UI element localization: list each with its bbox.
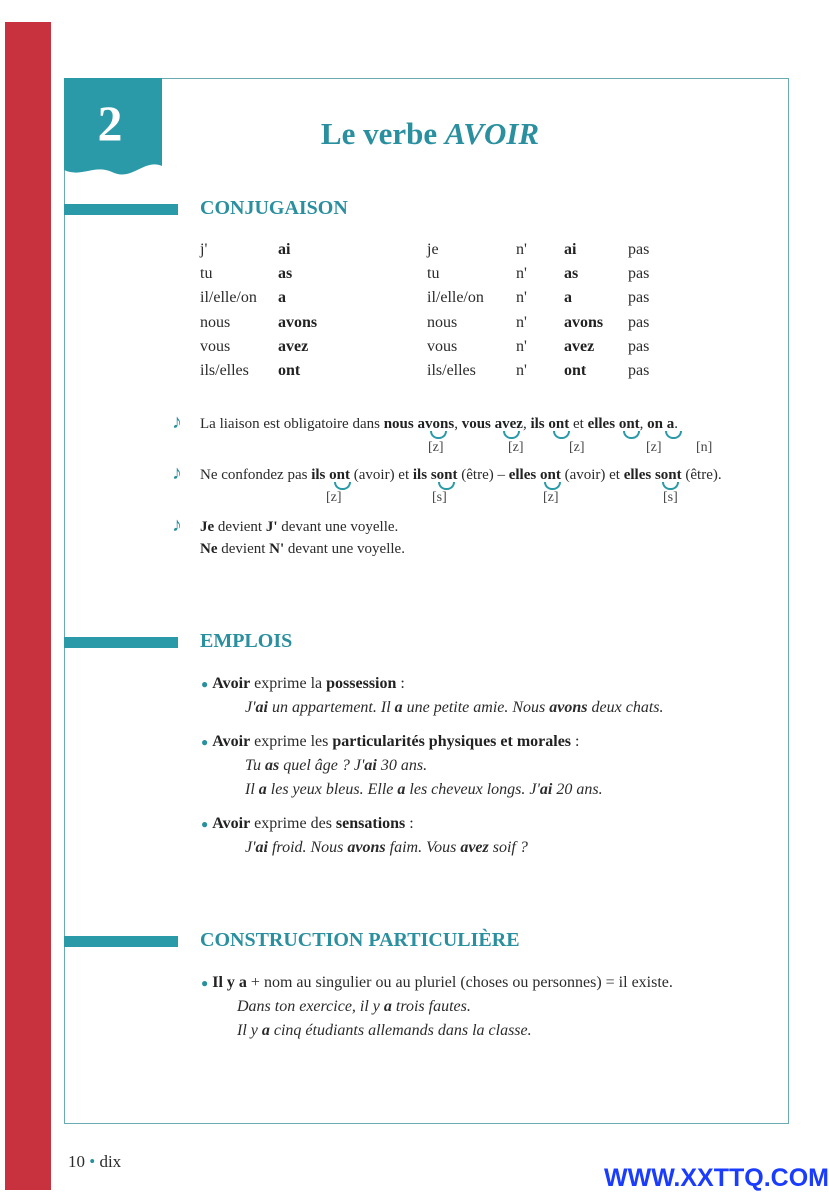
note-liaison: La liaison est obligatoire dans nous avons, vous avez, ils ont et elles ont, on a. [200,416,678,432]
ipa-confusion-4: [s] [663,490,678,505]
section-heading-emplois: EMPLOIS [200,630,293,652]
construction-example-1: Dans ton exercice, il y a trois fautes. [237,998,471,1015]
ipa-confusion-3: [z] [543,490,559,505]
conj-negative-pronouns: je tu il/elle/on nous vous ils/elles [427,241,484,379]
conj-affirmative-forms: ai as a avons avez ont [278,241,318,379]
construction-example-2: Il y a cinq étudiants allemands dans la classe. [237,1022,532,1039]
ipa-liaison-4: [z] [646,440,662,455]
ipa-confusion-2: [s] [432,490,447,505]
example-sensations: J'ai froid. Nous avons faim. Vous avez soif ? [245,839,528,856]
section-bar-construction [64,936,178,947]
note-elision-je: Je devient J' devant une voyelle. [200,519,399,535]
conj-negative-pas: pas pas pas pas pas pas [628,241,650,379]
example-possession: J'ai un appartement. Il a une petite amie. Nous avons deux chats. [245,699,664,716]
construction-rule: ● Il y a + nom au singulier ou au pluriel (choses ou personnes) = il existe. [201,974,673,991]
ipa-liaison-3: [z] [569,440,585,455]
section-bar-emplois [64,637,178,648]
page-word: dix [99,1152,122,1171]
page-frame [64,78,789,1124]
conj-negative-forms: ai as a avons avez ont [564,241,604,379]
emploi-possession: ● Avoir exprime la possession : [201,675,405,692]
ipa-liaison-2: [z] [508,440,524,455]
page-number: 10 [68,1152,85,1171]
note-confusion: Ne confondez pas ils ont (avoir) et ils sont (être) – elles ont (avoir) et elles sont (être). [200,467,722,483]
note-icon: ♪ [172,411,182,433]
page-title: Le verbe AVOIR [320,116,540,151]
ipa-liaison-5: [n] [696,440,713,455]
note-icon: ♪ [172,514,182,536]
example-particularites-2: Il a les yeux bleus. Elle a les cheveux longs. J'ai 20 ans. [245,781,603,798]
left-red-bar [5,22,51,1190]
watermark: WWW.XXTTQ.COM [604,1164,829,1192]
chapter-number: 2 [97,95,123,151]
ipa-confusion-1: [z] [326,490,342,505]
page-footer: 10 • dix [68,1152,122,1171]
section-heading-conjugaison: CONJUGAISON [200,197,348,219]
ipa-liaison-1: [z] [428,440,444,455]
emploi-particularites: ● Avoir exprime les particularités physiques et morales : [201,733,580,750]
chapter-number-box [64,78,162,176]
emploi-sensations: ● Avoir exprime des sensations : [201,815,414,832]
note-icon: ♪ [172,462,182,484]
section-heading-construction: CONSTRUCTION PARTICULIÈRE [200,929,520,951]
section-bar-conjugaison [64,204,178,215]
note-elision-ne: Ne devient N' devant une voyelle. [200,541,405,557]
example-particularites-1: Tu as quel âge ? J'ai 30 ans. [245,757,428,774]
conj-affirmative-pronouns: j' tu il/elle/on nous vous ils/elles [200,241,257,379]
conj-negative-ne: n' n' n' n' n' n' [516,241,527,379]
